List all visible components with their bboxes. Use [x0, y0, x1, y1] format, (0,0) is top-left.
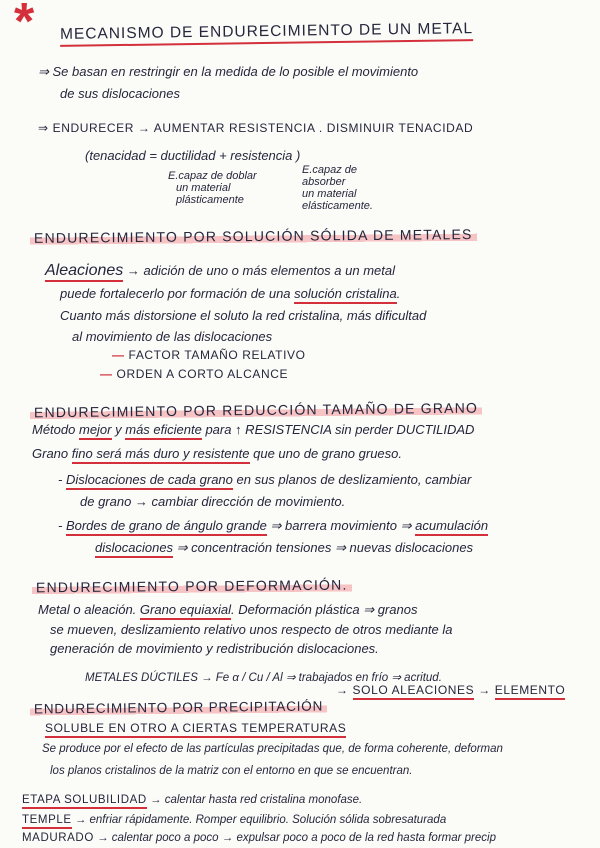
step-label: ETAPA SOLUBILIDAD — [22, 794, 147, 809]
step-text: → enfriar rápidamente. Romper equilibrio. Solución sólida sobresaturada — [71, 814, 447, 826]
text-segment: y — [111, 422, 126, 437]
text-line — [60, 286, 400, 302]
step-label: TEMPLE — [22, 814, 72, 829]
factor-label: ORDEN A CORTO ALCANCE — [116, 367, 289, 381]
underlined-term: ELEMENTO — [495, 683, 566, 700]
section-precipitacion — [30, 698, 327, 717]
underlined-term: dislocaciones — [95, 540, 173, 558]
text-segment: . — [396, 286, 401, 301]
step-label: MADURADO — [22, 832, 94, 844]
note-line: E.capaz de — [302, 164, 358, 176]
bullet-line — [58, 472, 471, 488]
text-line: los planos cristalinos de la matriz con el entorno en que se encuentran. — [50, 765, 413, 777]
text-line: METALES DÚCTILES → Fe α / Cu / Al ⇒ trabajados en frío ⇒ acritud. — [85, 672, 442, 684]
section-heading: ENDURECIMIENTO POR SOLUCIÓN SÓLIDA DE METALES — [30, 226, 477, 246]
underlined-term: SOLUBLE EN OTRO A CIERTAS TEMPERATURAS — [45, 721, 346, 738]
note-line: elásticamente. — [302, 200, 373, 212]
note-line: plásticamente — [176, 194, 244, 206]
text-line — [95, 540, 473, 556]
text-segment: ⇒ concentración tensiones ⇒ nuevas dislocaciones — [173, 540, 474, 555]
resistencia-note — [302, 164, 373, 212]
text-segment: ⇒ barrera movimiento ⇒ — [266, 518, 416, 533]
text-line: se mueven, deslizamiento relativo unos respecto de otros mediante la — [50, 622, 453, 637]
text-segment: - — [58, 472, 66, 487]
bullet-dash: — — [100, 367, 113, 381]
factor-label: FACTOR TAMAÑO RELATIVO — [128, 348, 306, 362]
intro-line: (tenacidad = ductilidad + resistencia ) — [85, 148, 301, 163]
section-deformacion — [32, 577, 352, 597]
underlined-term: solución cristalina — [294, 286, 397, 304]
text-segment: → adición de uno o más elementos a un metal — [123, 263, 395, 278]
text-segment: para ↑ RESISTENCIA sin perder DUCTILIDAD — [201, 422, 475, 437]
note-line: un material — [302, 188, 357, 200]
underlined-term: Dislocaciones de cada grano — [66, 472, 233, 490]
text-segment: Metal o aleación. — [38, 602, 140, 617]
text-segment: que uno de grano grueso. — [249, 446, 403, 461]
bullet-line — [58, 518, 488, 534]
title-asterisk: * — [14, 0, 35, 51]
text-line — [32, 422, 474, 438]
section-grano — [30, 400, 482, 422]
text-segment: - — [58, 518, 66, 533]
note-line: E.capaz de doblar — [168, 170, 257, 182]
section-solucion — [30, 226, 477, 247]
step-line — [22, 812, 446, 828]
intro-line: ⇒ Se basan en restringir en la medida de lo posible el movimiento — [38, 64, 419, 79]
factor-item — [100, 366, 288, 382]
note-line: un material — [176, 182, 231, 194]
step-line — [22, 830, 496, 846]
text-line: generación de movimiento y redistribución dislocaciones. — [50, 641, 379, 656]
underlined-term: acumulación — [415, 518, 488, 536]
text-segment: Método — [32, 422, 79, 437]
title-line — [60, 21, 473, 43]
step-text: → calentar hasta red cristalina monofase. — [146, 794, 363, 806]
section-heading: ENDURECIMIENTO POR PRECIPITACIÓN — [30, 698, 327, 716]
text-segment: → — [474, 683, 495, 697]
text-line: Se produce por el efecto de las partículas precipitadas que, de forma coherente, deforman — [42, 743, 503, 755]
underlined-term: SOLO ALEACIONES — [353, 683, 475, 700]
text-line — [45, 720, 346, 736]
text-line: Cuanto más distorsione el soluto la red cristalina, más dificultad — [60, 308, 427, 323]
text-segment: puede fortalecerlo por formación de una — [60, 286, 295, 301]
factor-item — [112, 347, 306, 363]
section-heading: ENDURECIMIENTO POR REDUCCIÓN TAMAÑO DE GRANO — [30, 400, 482, 421]
page-title: MECANISMO DE ENDURECIMIENTO DE UN METAL — [60, 20, 473, 47]
intro-line: ⇒ ENDURECER → AUMENTAR RESISTENCIA . DISMINUIR TENACIDAD — [38, 121, 474, 135]
underlined-term: Bordes de grano de ángulo grande — [66, 518, 267, 536]
step-line — [22, 792, 362, 808]
underlined-term: Aleaciones — [45, 262, 123, 282]
text-line — [45, 263, 395, 279]
bullet-dash: — — [112, 348, 125, 362]
note-line: absorber — [302, 176, 346, 188]
text-line: de grano → cambiar dirección de movimiento. — [80, 494, 346, 509]
section-heading: ENDURECIMIENTO POR DEFORMACIÓN. — [32, 577, 352, 596]
underlined-term: más eficiente — [125, 422, 202, 440]
text-line — [38, 602, 417, 618]
text-line: al movimiento de las dislocaciones — [72, 329, 273, 344]
ductilidad-note — [168, 170, 257, 206]
text-line — [32, 446, 402, 462]
text-segment: Grano — [32, 446, 72, 461]
text-segment: . Deformación plástica ⇒ granos — [230, 602, 418, 617]
intro-line: de sus dislocaciones — [60, 86, 180, 101]
underlined-term: mejor — [79, 422, 112, 440]
precipitacion-tail — [336, 682, 565, 698]
text-segment: en sus planos de deslizamiento, cambiar — [232, 472, 472, 487]
underlined-term: Grano equiaxial — [140, 602, 231, 620]
step-text: → calentar poco a poco → expulsar poco a poco de la red hasta formar precip — [93, 832, 496, 844]
underlined-term: fino será más duro y resistente — [72, 446, 250, 464]
text-segment: → — [336, 683, 353, 697]
